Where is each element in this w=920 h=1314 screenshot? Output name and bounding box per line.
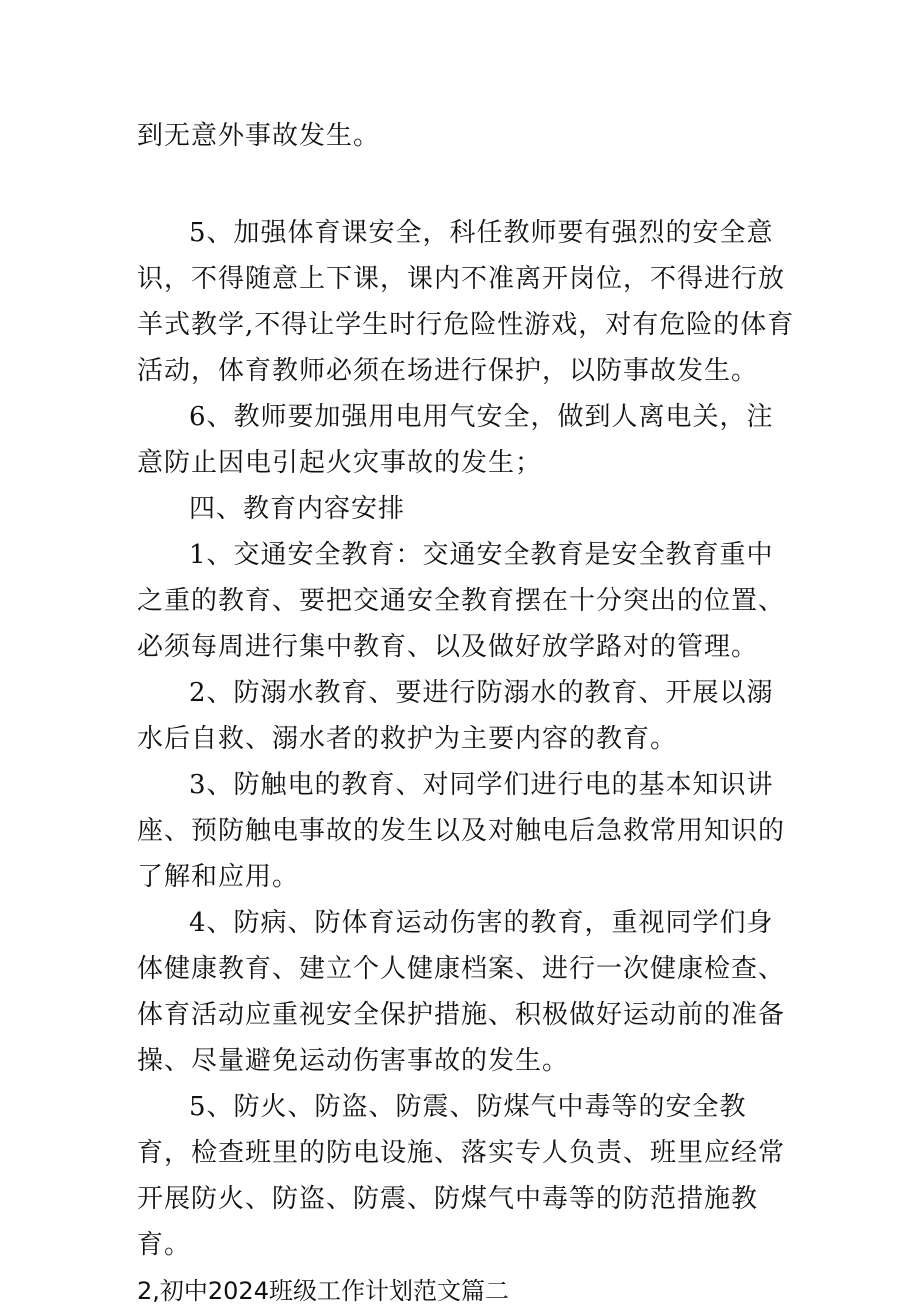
paragraph-electricity-gas-safety: 6、教师要加强用电用气安全，做到人离电关，注意防止因电引起火灾事故的发生； xyxy=(137,402,774,478)
section-heading: 2,初中2024班级工作计划范文篇二 xyxy=(137,1277,509,1305)
paragraph-pe-safety: 5、加强体育课安全，科任教师要有强烈的安全意识，不得随意上下课，课内不准离开岗位，不得进行放羊式教学,不得让学生时行危险性游戏，对有危险的体育活动，体育教师必须在场进行保护，以防事故发生。 xyxy=(137,218,795,386)
document-body xyxy=(137,113,797,1314)
paragraph-continuation: 到无意外事故发生。 xyxy=(137,121,381,151)
paragraph-traffic-safety: 1、交通安全教育：交通安全教育是安全教育重中之重的教育、要把交通安全教育摆在十分突出的位置、必须每周进行集中教育、以及做好放学路对的管理。 xyxy=(137,540,786,662)
section-title-education-content: 四、教育内容安排 xyxy=(189,494,406,524)
paragraph-fire-theft-quake-gas: 5、防火、防盗、防震、防煤气中毒等的安全教育，检查班里的防电设施、落实专人负责、班里应经常开展防火、防盗、防震、防煤气中毒等的防范措施教育。 xyxy=(137,1092,786,1260)
paragraph-drowning-prevention: 2、防溺水教育、要进行防溺水的教育、开展以溺水后自救、溺水者的救护为主要内容的教育。 xyxy=(137,678,774,754)
paragraph-sports-injury-prevention: 4、防病、防体育运动伤害的教育，重视同学们身体健康教育、建立个人健康档案、进行一次健康检查、体育活动应重视安全保护措施、积极做好运动前的准备操、尽量避免运动伤害事故的发生。 xyxy=(137,908,786,1076)
paragraph-gap xyxy=(137,159,797,210)
paragraph-electric-shock-prevention: 3、防触电的教育、对同学们进行电的基本知识讲座、预防触电事故的发生以及对触电后急救常用知识的了解和应用。 xyxy=(137,770,786,892)
